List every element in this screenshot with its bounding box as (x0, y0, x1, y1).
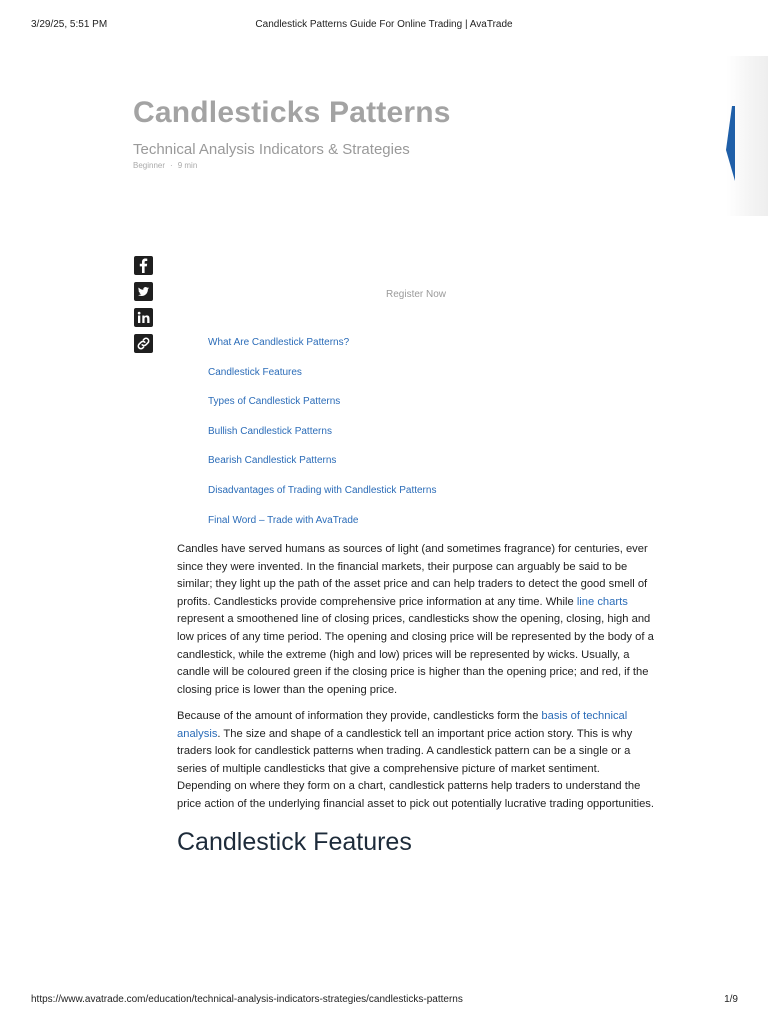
toc-link[interactable]: Bearish Candlestick Patterns (208, 455, 337, 467)
print-datetime: 3/29/25, 5:51 PM (31, 19, 108, 30)
article-meta (133, 161, 197, 170)
page-title: Candlesticks Patterns (133, 96, 451, 129)
level-label: Beginner (133, 161, 166, 170)
print-page-number: 1/9 (724, 994, 738, 1005)
print-doc-title: Candlestick Patterns Guide For Online Trading | AvaTrade (255, 19, 513, 30)
linkedin-icon[interactable] (134, 308, 153, 327)
technical-analysis-link[interactable]: basis of technical analysis (177, 710, 628, 740)
toc-link[interactable]: Disadvantages of Trading with Candlestick Patterns (208, 484, 437, 496)
second-paragraph (177, 708, 657, 814)
line-charts-link[interactable]: line charts (576, 595, 628, 608)
toc-link[interactable]: What Are Candlestick Patterns? (208, 337, 350, 348)
facebook-icon[interactable] (134, 256, 153, 275)
toc-link[interactable]: Final Word – Trade with AvaTrade (208, 514, 359, 526)
hero-image-fragment (726, 56, 768, 216)
read-time: 9 min (177, 161, 198, 170)
intro-paragraph (177, 541, 657, 699)
print-url: https://www.avatrade.com/education/technical-analysis-indicators-strategies/candlesticks-patterns (31, 994, 463, 1005)
paragraph-text: represent a smoothened line of closing prices, candlesticks show the opening, closing, high and low prices of any time period. The opening and closing price will be represented by the body of a candlestick, while the extreme (high and low) prices will be represented by wicks. Usually, a candle will be coloured green if the closing price is higher than the opening price; and red, if the closing price is lower than the opening price. (177, 613, 654, 696)
register-now-button[interactable]: Register Now (386, 289, 447, 300)
hero-graphic-icon (726, 106, 768, 186)
toc-link[interactable]: Types of Candlestick Patterns (208, 396, 341, 408)
twitter-icon[interactable] (134, 282, 153, 301)
toc-link[interactable]: Candlestick Features (208, 366, 302, 378)
meta-separator: · (170, 161, 173, 170)
section-heading: Candlestick Features (177, 828, 412, 856)
paragraph-text: . The size and shape of a candlestick tell an important price action story. This is why traders look for candlestick patterns when trading. A candlestick pattern can be a single or a series of multiple candlesticks that give a comprehensive picture of market sentiment. Depending on where they form on a chart, candlestick patterns help traders to understand the price action of the underlying financial asset to pick out potentially lucrative trading opportunities. (177, 727, 654, 810)
toc-link[interactable]: Bullish Candlestick Patterns (208, 425, 332, 437)
table-of-contents (208, 336, 436, 543)
paragraph-text: Candles have served humans as sources of light (and sometimes fragrance) for centuries, ever since they were invented. In the financial markets, their purpose can arguably be said to be similar; they light up the path of the asset price and can help traders to detect the good smell of profits. Candlesticks provide comprehensive price information at any time. While (177, 543, 648, 608)
paragraph-text: Because of the amount of information they provide, candlesticks form the (177, 710, 542, 722)
page-subtitle: Technical Analysis Indicators & Strategies (133, 141, 410, 158)
link-icon[interactable] (134, 334, 153, 353)
